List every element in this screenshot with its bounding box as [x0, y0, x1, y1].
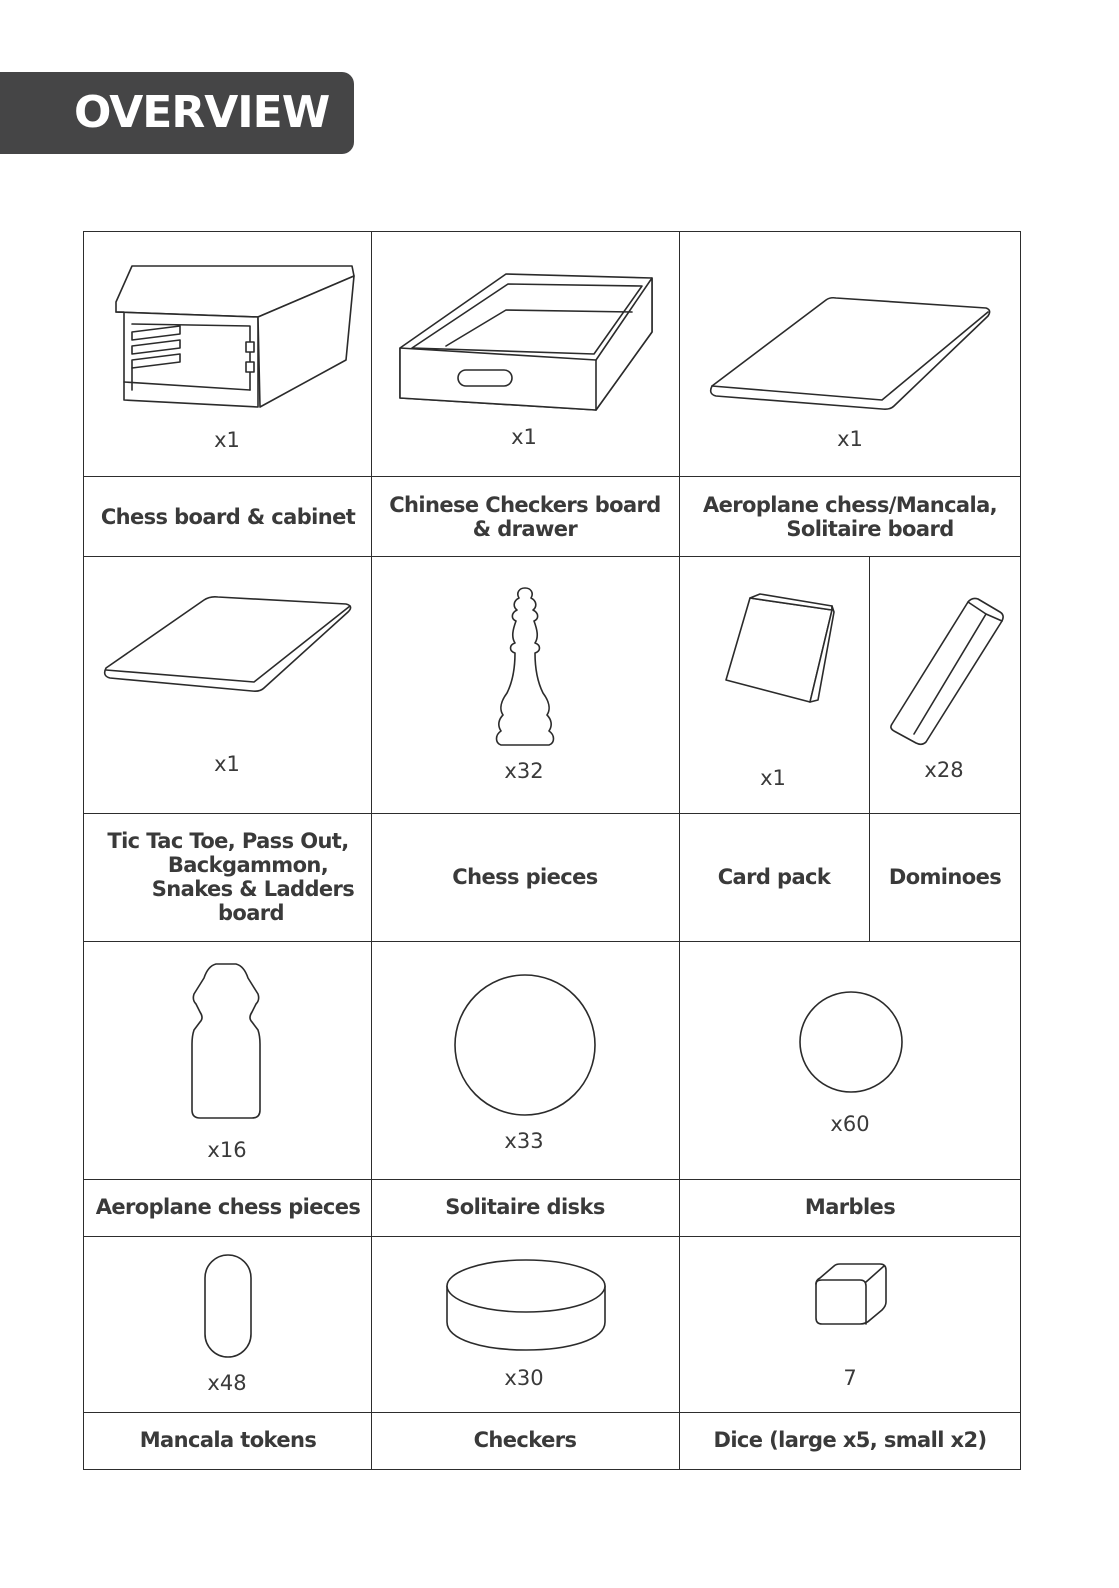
item-name: Chess board & cabinet	[100, 504, 356, 529]
quantity-label: x1	[760, 766, 786, 790]
item-name: Dominoes	[888, 864, 1002, 889]
token-icon	[202, 1252, 254, 1360]
row-divider	[84, 1236, 1020, 1237]
aeroplane-piece-icon	[186, 960, 266, 1122]
chess-piece-icon	[485, 585, 565, 750]
dice-icon	[810, 1260, 890, 1328]
item-name: Aeroplane chess pieces	[95, 1195, 361, 1219]
disk-icon	[452, 972, 598, 1118]
card-pack-icon	[720, 592, 838, 708]
domino-icon	[886, 594, 1010, 746]
quantity-label: 7	[843, 1366, 857, 1390]
item-name: Checkers	[473, 1428, 577, 1452]
quantity-label: x32	[504, 759, 544, 783]
item-name: Tic Tac Toe, Pass Out, Backgammon, Snakes & Ladders board	[107, 828, 355, 925]
item-name: Card pack	[717, 864, 831, 889]
quantity-label: x30	[504, 1366, 544, 1390]
board-icon	[100, 592, 358, 696]
item-name: Dice (large x5, small x2)	[713, 1428, 987, 1452]
item-name: Chess pieces	[452, 864, 598, 889]
checker-icon	[444, 1256, 608, 1354]
item-name: Marbles	[804, 1195, 896, 1219]
item-name: Solitaire disks	[445, 1195, 605, 1219]
quantity-label: x33	[504, 1129, 544, 1153]
board-icon	[706, 294, 996, 414]
row-divider	[84, 941, 1020, 942]
quantity-label: x60	[830, 1112, 870, 1136]
quantity-label: x1	[214, 752, 240, 776]
drawer-icon	[396, 270, 656, 415]
quantity-label: x1	[214, 428, 240, 452]
quantity-label: x16	[207, 1138, 247, 1162]
item-name: Chinese Checkers board & drawer	[389, 492, 661, 541]
marble-icon	[796, 988, 906, 1096]
cabinet-icon	[110, 262, 360, 412]
quantity-label: x1	[511, 425, 537, 449]
item-name: Mancala tokens	[139, 1428, 317, 1452]
page-title: OVERVIEW	[74, 87, 330, 138]
row-divider	[84, 556, 1020, 557]
quantity-label: x28	[924, 758, 964, 782]
quantity-label: x1	[837, 427, 863, 451]
quantity-label: x48	[207, 1371, 247, 1395]
item-name: Aeroplane chess/Mancala, Solitaire board	[702, 492, 998, 541]
